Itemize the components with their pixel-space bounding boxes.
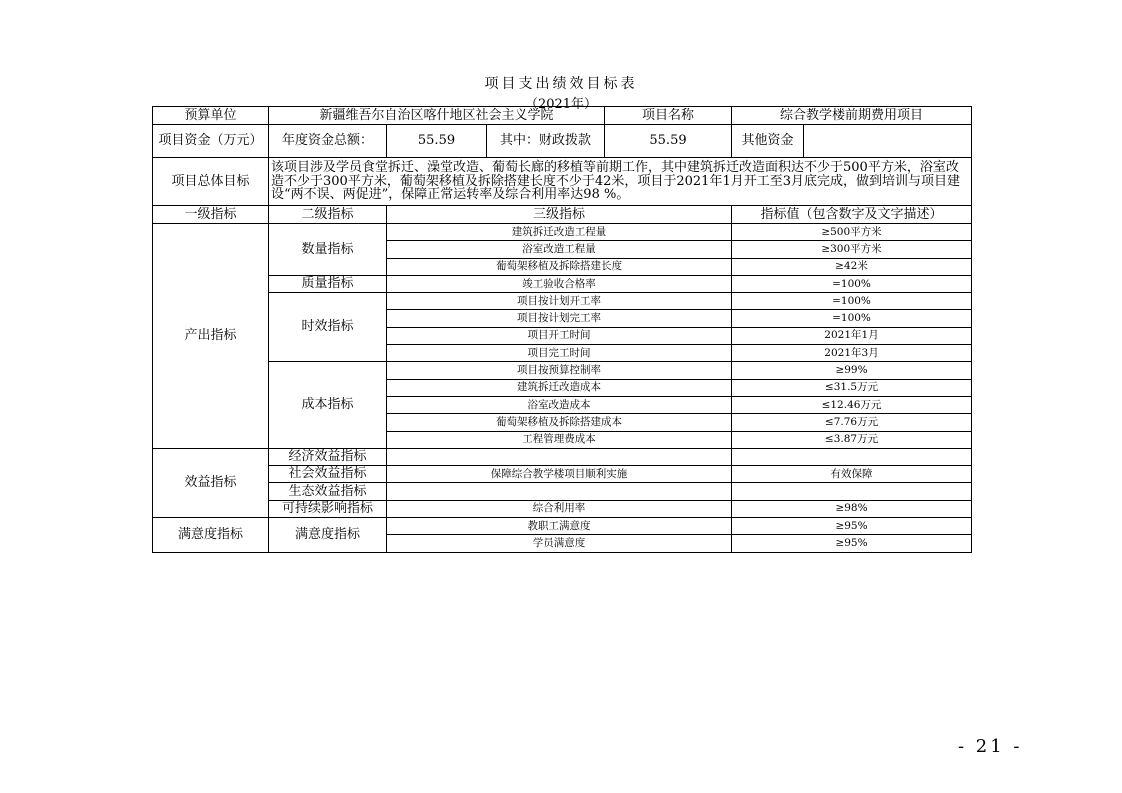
level3-indicator: 项目按预算控制率 <box>387 362 732 379</box>
fiscal-allocation-label: 其中：财政拨款 <box>487 125 605 158</box>
level2-indicator: 质量指标 <box>269 275 387 292</box>
level3-indicator: 浴室改造成本 <box>387 396 732 413</box>
performance-goals-table <box>152 106 972 553</box>
indicator-value: 2021年1月 <box>732 327 972 344</box>
indicator-value: ≤3.87万元 <box>732 431 972 448</box>
overall-goal-label: 项目总体目标 <box>153 158 269 206</box>
level2-indicator: 数量指标 <box>269 224 387 276</box>
indicator-value: ≥98% <box>732 500 972 517</box>
indicator-value: ≥99% <box>732 362 972 379</box>
level3-indicator: 综合利用率 <box>387 500 732 517</box>
document-title: 项目支出绩效目标表 <box>484 76 638 92</box>
level1-indicator: 效益指标 <box>153 448 269 517</box>
level3-indicator: 项目开工时间 <box>387 327 732 344</box>
level3-indicator: 浴室改造工程量 <box>387 241 732 258</box>
level3-indicator <box>387 448 732 465</box>
other-funds-label: 其他资金 <box>732 125 804 158</box>
project-funds-label: 项目资金（万元） <box>153 125 269 158</box>
table-row <box>153 518 972 535</box>
column-header-value: 指标值（包含数字及文字描述） <box>732 206 972 224</box>
indicator-value: 有效保障 <box>732 466 972 483</box>
level2-indicator: 社会效益指标 <box>269 466 387 483</box>
level3-indicator: 葡萄架移植及拆除搭建成本 <box>387 414 732 431</box>
column-header-level3: 三级指标 <box>387 206 732 224</box>
project-name-label: 项目名称 <box>605 107 732 125</box>
table-row <box>153 293 972 310</box>
indicator-value: 2021年3月 <box>732 345 972 362</box>
indicator-value: ≤7.76万元 <box>732 414 972 431</box>
column-header-level1: 一级指标 <box>153 206 269 224</box>
level2-indicator: 时效指标 <box>269 293 387 362</box>
level3-indicator: 保障综合教学楼项目顺利实施 <box>387 466 732 483</box>
table-row <box>153 483 972 500</box>
project-name-value: 综合教学楼前期费用项目 <box>732 107 972 125</box>
indicator-value: =100% <box>732 293 972 310</box>
table-row <box>153 362 972 379</box>
level1-indicator: 满意度指标 <box>153 518 269 553</box>
table-row <box>153 500 972 517</box>
level3-indicator: 工程管理费成本 <box>387 431 732 448</box>
level2-indicator: 生态效益指标 <box>269 483 387 500</box>
budget-unit-label: 预算单位 <box>153 107 269 125</box>
other-funds-value <box>804 125 972 158</box>
indicator-value <box>732 448 972 465</box>
level3-indicator: 教职工满意度 <box>387 518 732 535</box>
level2-indicator: 经济效益指标 <box>269 448 387 465</box>
indicator-value: =100% <box>732 275 972 292</box>
level3-indicator: 项目完工时间 <box>387 345 732 362</box>
indicator-value: =100% <box>732 310 972 327</box>
budget-unit-value: 新疆维吾尔自治区喀什地区社会主义学院 <box>269 107 605 125</box>
indicator-value: ≤31.5万元 <box>732 379 972 396</box>
level1-indicator: 产出指标 <box>153 224 269 449</box>
table-row <box>153 466 972 483</box>
indicator-value: ≥42米 <box>732 258 972 275</box>
level3-indicator: 建筑拆迁改造成本 <box>387 379 732 396</box>
level2-indicator: 成本指标 <box>269 362 387 448</box>
level2-indicator: 可持续影响指标 <box>269 500 387 517</box>
level3-indicator: 项目按计划完工率 <box>387 310 732 327</box>
table-row <box>153 275 972 292</box>
overall-goal-text: 该项目涉及学员食堂拆迁、澡堂改造、葡萄长廊的移植等前期工作，其中建筑拆迁改造面积达不少于500平方米，浴室改造不少于300平方米，葡萄架移植及拆除搭建长度不少于42米，项目于2021年1月开工至3月底完成，做到培训与项目建设“两不误、两促进”，保障正常运转率及综合利用率达98 %。 <box>269 158 972 206</box>
level3-indicator: 学员满意度 <box>387 535 732 552</box>
table-row <box>153 224 972 241</box>
fiscal-allocation-value: 55.59 <box>605 125 732 158</box>
document-year: （2021年） <box>524 97 598 112</box>
column-header-level2: 二级指标 <box>269 206 387 224</box>
table-row <box>153 448 972 465</box>
indicator-value: ≥95% <box>732 518 972 535</box>
annual-total-value: 55.59 <box>387 125 487 158</box>
indicator-value <box>732 483 972 500</box>
annual-total-label: 年度资金总额： <box>269 125 387 158</box>
level2-indicator: 满意度指标 <box>269 518 387 553</box>
indicator-value: ≥500平方米 <box>732 224 972 241</box>
level3-indicator <box>387 483 732 500</box>
indicator-value: ≥95% <box>732 535 972 552</box>
level3-indicator: 项目按计划开工率 <box>387 293 732 310</box>
page-number: - 21 - <box>958 736 1023 757</box>
level3-indicator: 葡萄架移植及拆除搭建长度 <box>387 258 732 275</box>
level3-indicator: 竣工验收合格率 <box>387 275 732 292</box>
indicator-value: ≤12.46万元 <box>732 396 972 413</box>
level3-indicator: 建筑拆迁改造工程量 <box>387 224 732 241</box>
indicator-value: ≥300平方米 <box>732 241 972 258</box>
